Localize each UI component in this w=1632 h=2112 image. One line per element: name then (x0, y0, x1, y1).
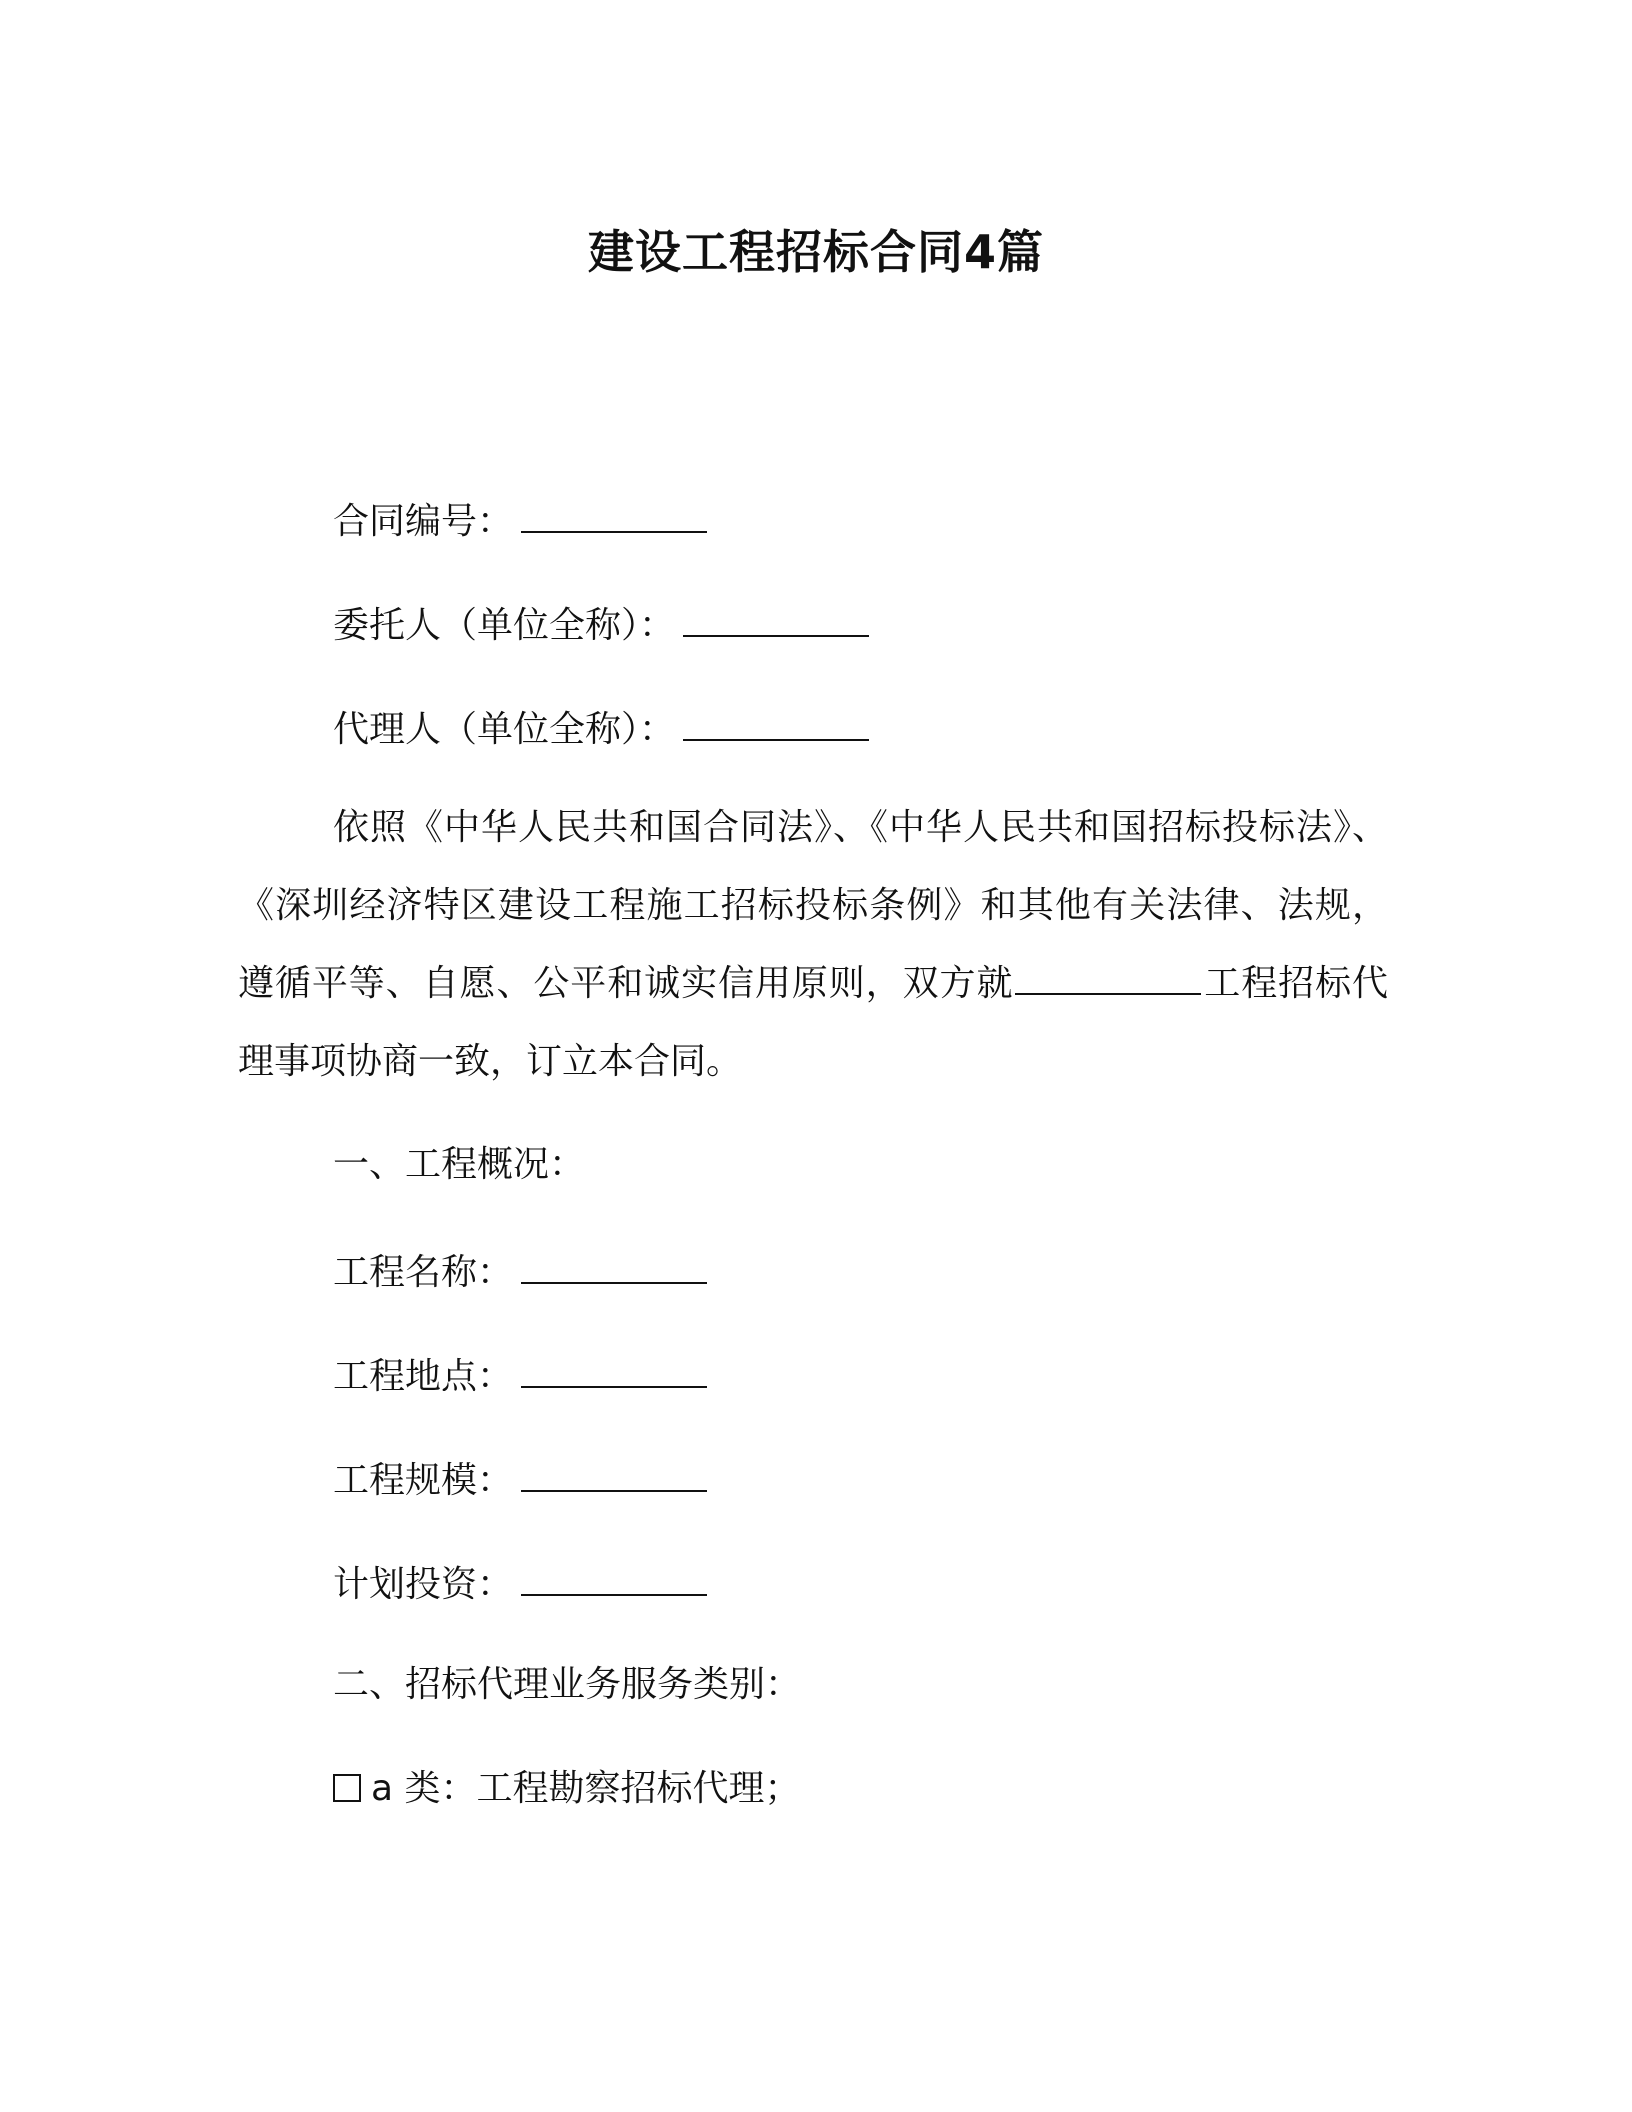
fill-blank (521, 1556, 707, 1596)
field-label: 委托人（单位全称）： (333, 605, 676, 646)
field-label: 工程名称： (333, 1252, 514, 1293)
agent-field (333, 701, 869, 755)
fill-blank (521, 1452, 707, 1492)
fill-blank (521, 1348, 707, 1388)
intro-text-1: 依照《中华人民共和国合同法》、《中华人民共和国招标投标法》、《深圳经济特区建设工程施工招标投标条例》和其他有关法律、法规，遵循平等、自愿、公平和诚实信用原则，双方就 (238, 807, 1388, 1004)
project-location-field (333, 1348, 707, 1402)
intro-paragraph (238, 789, 1388, 1101)
project-name-field (333, 1244, 707, 1298)
fill-blank (1015, 955, 1201, 995)
fill-blank (521, 493, 707, 533)
option-label: a 类：工程勘察招标代理； (371, 1768, 801, 1809)
document-title: 建设工程招标合同4篇 (587, 225, 1044, 279)
planned-investment-field (333, 1556, 707, 1610)
field-label: 计划投资： (333, 1564, 514, 1605)
fill-blank (683, 597, 869, 637)
section-heading-2: 二、招标代理业务服务类别： (333, 1664, 802, 1705)
checkbox-icon[interactable] (333, 1774, 361, 1802)
field-label: 工程地点： (333, 1356, 514, 1397)
fill-blank (521, 1244, 707, 1284)
field-label: 合同编号： (333, 501, 514, 542)
intro-text-2: 工程招标代理事项协商一致，订立本合同。 (238, 963, 1388, 1082)
field-label: 工程规模： (333, 1460, 514, 1501)
fill-blank (683, 701, 869, 741)
field-label: 代理人（单位全称）： (333, 709, 676, 750)
principal-field (333, 597, 869, 651)
contract-number-field (333, 493, 707, 547)
section-heading-1: 一、工程概况： (333, 1144, 586, 1185)
service-option-a (333, 1764, 801, 1814)
project-scale-field (333, 1452, 707, 1506)
